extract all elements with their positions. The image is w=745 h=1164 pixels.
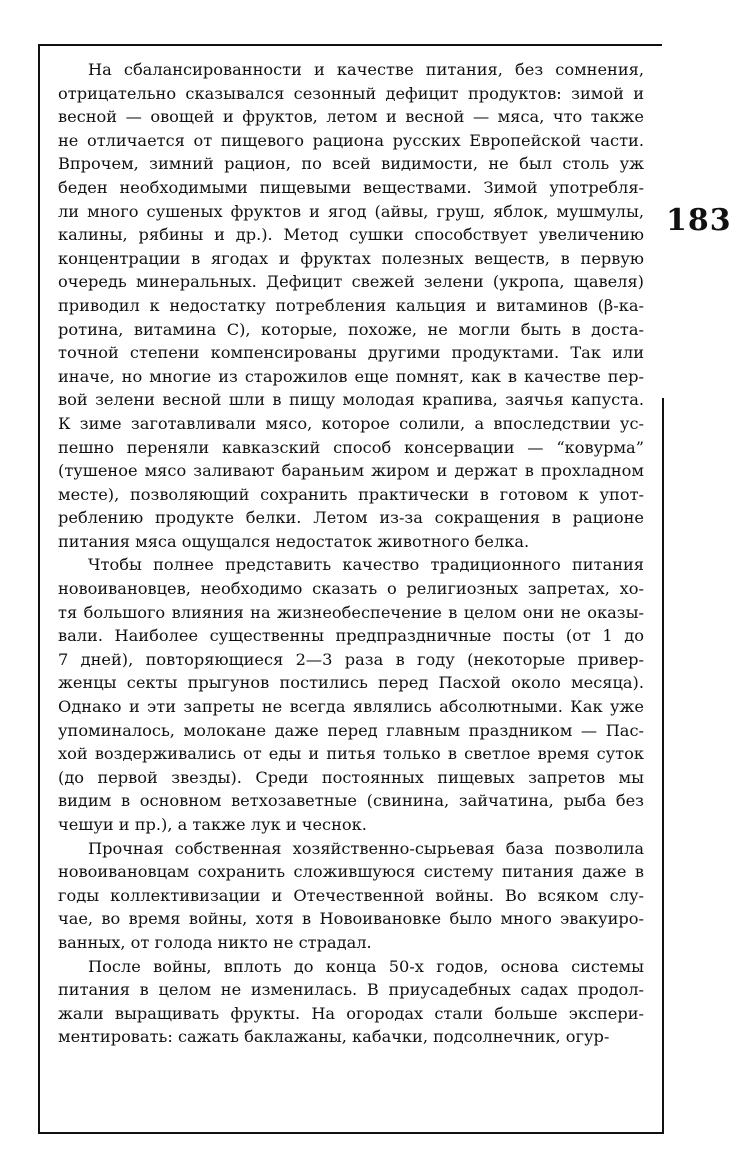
page-number: 183: [666, 203, 732, 238]
text-line: К зиме заготавливали мясо, которое солили, а впоследствии ус-: [58, 413, 644, 433]
text-line: (до первой звезды). Среди постоянных пищевых запретов мы: [58, 767, 644, 787]
paragraph: [58, 553, 644, 836]
paragraph: [58, 837, 644, 955]
text-line: видим в основном ветхозаветные (свинина, зайчатина, рыба без: [58, 791, 644, 811]
text-line: вали. Наиболее существенны предпраздничные посты (от 1 до: [58, 626, 644, 646]
text-line: чае, во время войны, хотя в Новоивановке было много эвакуиро-: [58, 909, 644, 929]
text-line: приводил к недостатку потребления кальция и витаминов (β-ка-: [58, 295, 644, 315]
text-line: концентрации в ягодах и фруктах полезных веществ, в первую: [58, 248, 644, 268]
text-line: не отличается от пищевого рациона русских Европейской части.: [58, 130, 644, 150]
text-line: 7 дней), повторяющиеся 2—3 раза в году (некоторые привер-: [58, 649, 644, 669]
page-side-rule: [662, 398, 664, 1134]
text-line: месте), позволяющий сохранить практически в готовом к упот-: [58, 484, 644, 504]
text-line: чешуи и пр.), а также лук и чеснок.: [58, 815, 367, 834]
text-line: Чтобы полнее представить качество традиционного питания: [88, 555, 644, 575]
text-line: После войны, вплоть до конца 50-х годов, основа системы: [88, 956, 644, 976]
text-line: пешно переняли кавказский способ консервации — “ковурма”: [58, 437, 644, 457]
text-line: годы коллективизации и Отечественной войны. Во всяком слу-: [58, 885, 644, 905]
paragraph: [58, 58, 644, 553]
text-line: беден необходимыми пищевыми веществами. Зимой употребля-: [58, 177, 644, 197]
text-line: питания в целом не изменилась. В приусадебных садах продол-: [58, 980, 644, 1000]
text-line: очередь минеральных. Дефицит свежей зелени (укропа, щавеля): [58, 272, 644, 292]
text-line: вой зелени весной шли в пищу молодая крапива, заячья капуста.: [58, 390, 644, 410]
text-line: питания мяса ощущался недостаток животного белка.: [58, 531, 530, 551]
text-line: новоивановцев, необходимо сказать о религиозных запретах, хо-: [58, 579, 644, 599]
text-line: реблению продукте белки. Летом из-за сокращения в рационе: [58, 508, 644, 528]
paragraph: [58, 955, 644, 1049]
text-line: жали выращивать фрукты. На огородах стали больше экспери-: [58, 1003, 644, 1023]
text-line: новоивановцам сохранить сложившуюся систему питания даже в: [58, 862, 644, 882]
text-line: (тушеное мясо заливают бараньим жиром и держат в прохладном: [58, 461, 644, 481]
text-line: калины, рябины и др.). Метод сушки способствует увеличению: [58, 225, 644, 245]
text-line: упоминалось, молокане даже перед главным праздником — Пас-: [58, 720, 644, 740]
text-line: хой воздерживались от еды и питья только в светлое время суток: [58, 744, 644, 764]
text-line: ротина, витамина С), которые, похоже, не могли быть в доста-: [58, 319, 644, 339]
text-line: весной — овощей и фруктов, летом и весной — мяса, что также: [58, 107, 644, 127]
text-line: отрицательно сказывался сезонный дефицит продуктов: зимой и: [58, 83, 644, 103]
text-line: Впрочем, зимний рацион, по всей видимости, не был столь уж: [58, 154, 644, 174]
text-column: [58, 58, 644, 1049]
text-line: точной степени компенсированы другими продуктами. Так или: [58, 343, 644, 363]
text-line: ванных, от голода никто не страдал.: [58, 932, 372, 952]
text-line: Однако и эти запреты не всегда являлись абсолютными. Как уже: [58, 697, 644, 717]
text-line: ментировать: сажать баклажаны, кабачки, подсолнечник, огур-: [58, 1027, 610, 1047]
text-line: ли много сушеных фруктов и ягод (айвы, груш, яблок, мушмулы,: [58, 201, 644, 221]
text-line: Прочная собственная хозяйственно-сырьевая база позволила: [88, 838, 644, 858]
text-line: иначе, но многие из старожилов еще помнят, как в качестве пер-: [58, 366, 644, 386]
text-line: тя большого влияния на жизнеобеспечение в целом они не оказы-: [58, 602, 644, 622]
text-line: женцы секты прыгунов постились перед Пасхой около месяца).: [58, 673, 644, 693]
text-line: На сбалансированности и качестве питания, без сомнения,: [88, 60, 644, 79]
